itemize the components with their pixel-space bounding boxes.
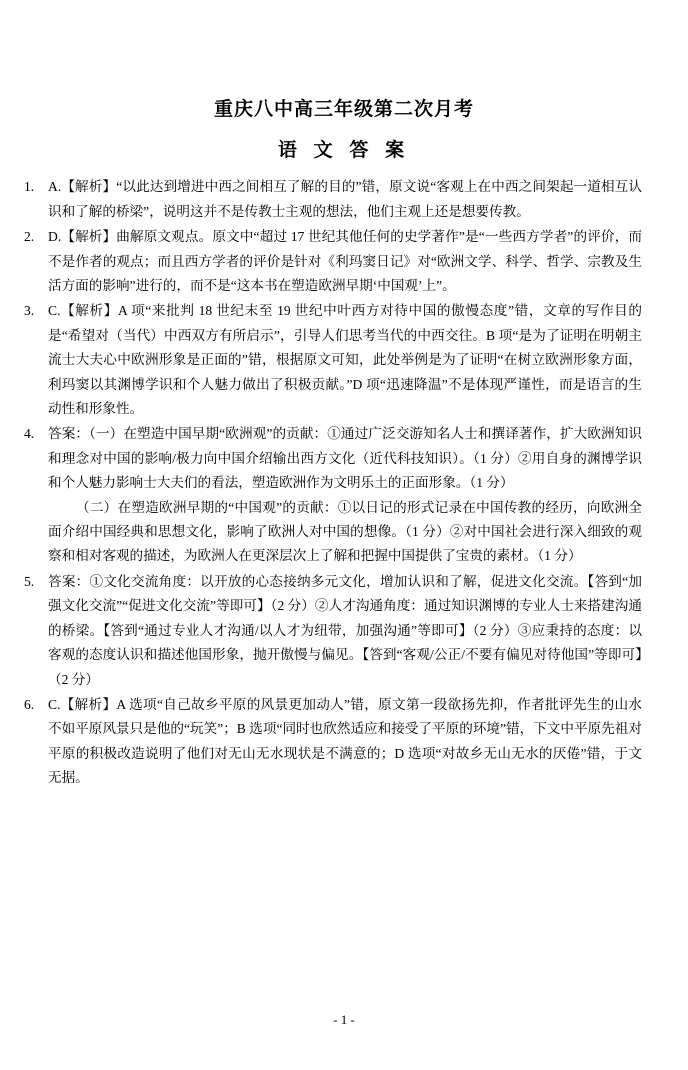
- item-paragraph: D.【解析】曲解原文观点。原文中“超过 17 世纪其他任何的史学著作”是“一些西方学者”的评价，而不是作者的观点；而且西方学者的评价是针对《利玛窦日记》对“欧洲文学、科学、哲学、宗教及生活方面的影响”进行的，而不是“这本书在塑造欧洲早期‘中国观’上”。: [48, 229, 642, 293]
- item-number: 6.: [24, 696, 35, 712]
- list-item: [22, 422, 642, 568]
- item-paragraph: 答案：①文化交流角度：以开放的心态接纳多元文化，增加认识和了解，促进文化交流。【答到“加强文化交流”“促进文化交流”等即可】（2 分）②人才沟通角度：通过知识渊博的专业人士来搭建沟通的桥梁。【答到“通过专业人才沟通/以人才为纽带，加强沟通”等即可】（2 分）③应秉持的态度：以客观的态度认识和描述他国形象，抛开傲慢与偏见。【答到“客观/公正/不要有偏见对待他国”等即可】（2 分）: [48, 573, 642, 687]
- item-body: [48, 225, 642, 298]
- list-item: [22, 225, 642, 298]
- document-page: [0, 98, 688, 1070]
- item-number: 1.: [24, 179, 35, 195]
- page-number: - 1 -: [333, 1012, 355, 1027]
- item-number: 4.: [24, 426, 35, 442]
- item-paragraph: 答案：（一）在塑造中国早期“欧洲观”的贡献：①通过广泛交游知名人士和撰译著作，扩大欧洲知识和理念对中国的影响/极力向中国介绍输出西方文化（近代科技知识）。（1 分）②用自身的渊博学识和个人魅力影响士大夫们的看法，塑造欧洲作为文明乐土的正面形象。（1 分）: [48, 426, 642, 491]
- item-number: 3.: [24, 303, 35, 319]
- item-body: [48, 299, 642, 421]
- item-paragraph: C.【解析】A 选项“自己故乡平原的风景更加动人”错，原文第一段欲扬先抑，作者批评先生的山水不如平原风景只是他的“玩笑”；B 选项“同时也欣然适应和接受了平原的环境”错，下文中平原先祖对平原的积极改造说明了他们对无山无水现状是不满意的；D 选项“对故乡无山无水的厌倦”错，于文无据。: [48, 696, 642, 786]
- list-item: [22, 175, 642, 224]
- item-paragraph: A.【解析】“以此达到增进中西之间相互了解的目的”错，原文说“客观上在中西之间架起一道相互认识和了解的桥梁”，说明这并不是传教士主观的想法，他们主观上还是想要传教。: [48, 179, 642, 219]
- item-number: 2.: [24, 229, 35, 245]
- page-title: 重庆八中高三年级第二次月考: [213, 99, 474, 120]
- page-subtitle: 语 文 答 案: [277, 139, 411, 161]
- list-item: [22, 570, 642, 692]
- item-body: [48, 175, 642, 224]
- item-body: [48, 570, 642, 692]
- answer-list: [22, 175, 642, 790]
- item-body: [48, 422, 642, 568]
- list-item: [22, 693, 642, 791]
- item-paragraph: C.【解析】A 项“来批判 18 世纪末至 19 世纪中叶西方对待中国的傲慢态度”错，文章的写作目的是“希望对（当代）中西双方有所启示”，引导人们思考当代的中西交往。B 项“是为了证明在明朝主流士大夫心中欧洲形象是正面的”错，根据原文可知，此处举例是为了证明“在树立欧洲形象方面，利玛窦以其渊博学识和个人魅力做出了积极贡献。”D 项“迅速降温”不是体现严谨性，而是语言的生动性和形象性。: [48, 303, 642, 417]
- item-paragraph: （二）在塑造欧洲早期的“中国观”的贡献：①以日记的形式记录在中国传教的经历，向欧洲全面介绍中国经典和思想文化，影响了欧洲人对中国的想像。（1 分）②对中国社会进行深入细致的观察和相对客观的描述，为欧洲人在更深层次上了解和把握中国提供了宝贵的素材。（1 分）: [48, 499, 642, 564]
- item-body: [48, 693, 642, 791]
- list-item: [22, 299, 642, 421]
- item-number: 5.: [24, 573, 35, 589]
